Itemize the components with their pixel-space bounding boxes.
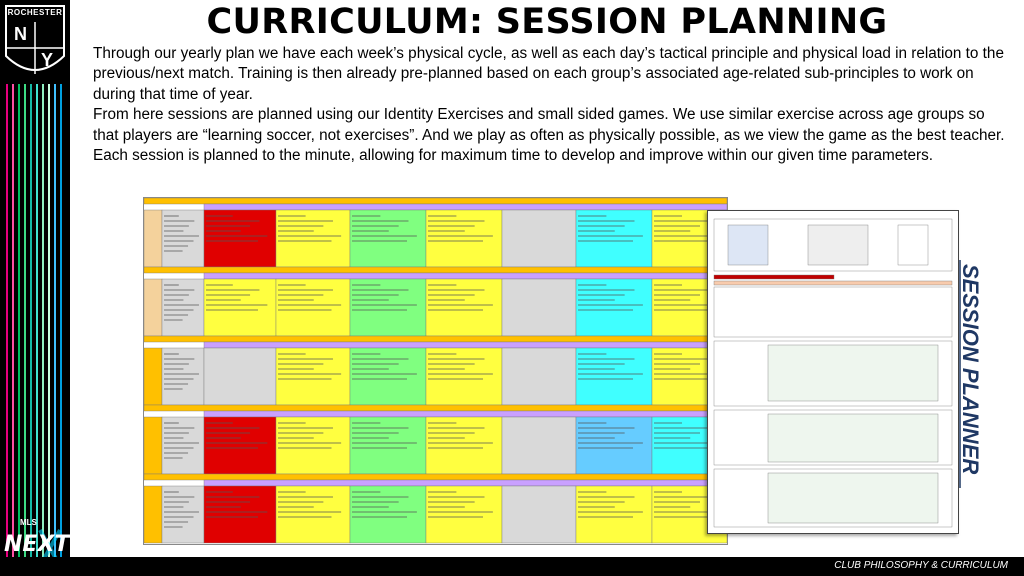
crest-city: ROCHESTER [7,8,63,17]
calendar-cell [204,486,276,543]
calendar-cell [276,348,350,405]
calendar-cell [576,486,652,543]
calendar-cell [502,417,576,474]
next-logo-text: NEXT [4,532,70,557]
calendar-cell [426,210,502,267]
training-calendar-screenshot [143,197,728,545]
crest-letter-n: N [14,24,27,44]
calendar-cell [144,210,162,267]
calendar-cell [576,210,652,267]
planner-formation-block [808,225,868,265]
calendar-cell [276,279,350,336]
calendar-cell [502,210,576,267]
calendar-cell [502,348,576,405]
stripe [36,84,38,576]
calendar-cell [350,348,426,405]
day-header-row [204,342,727,348]
stripe [60,84,62,576]
pitch-diagram [768,473,938,523]
calendar-cell [350,417,426,474]
page-title: CURRICULUM: SESSION PLANNING [206,2,888,42]
paragraph-timing: Each session is planned to the minute, allowing for maximum time to develop and improve within our given time parameters. [93,147,934,165]
calendar-cell [426,486,502,543]
calendar-cell [144,417,162,474]
calendar-cell [426,417,502,474]
week-header-row [144,405,727,411]
stripe [48,84,50,576]
day-header-row [204,411,727,417]
calendar-cell [576,279,652,336]
calendar-cell [502,279,576,336]
calendar-cell [144,348,162,405]
day-header-row [204,273,727,279]
brand-sidebar [0,0,70,576]
calendar-cell [162,348,204,405]
crest-letter-y: Y [41,50,54,70]
calendar-cell [144,279,162,336]
week-header-row [144,198,727,204]
week-header-row [144,267,727,273]
mls-logo-text: MLS [20,518,37,527]
calendar-cell [204,417,276,474]
calendar-cell [162,279,204,336]
calendar-cell [144,486,162,543]
calendar-cell [204,210,276,267]
paragraph-yearly-plan: Through our yearly plan we have each week’s physical cycle, as well as each day’s tactical principle and physical load in relation to the previous/next match. Training is then already pre-planned based on each group’s associated age-related sub-principles to work on during that time of year. [93,45,1004,103]
calendar-cell [276,417,350,474]
calendar-cell [502,486,576,543]
footer-bar [0,557,1024,576]
calendar-cell [162,486,204,543]
stripe [6,84,8,576]
calendar-cell [350,210,426,267]
session-planner-label [955,260,995,490]
calendar-cell [426,348,502,405]
stripe [12,84,14,576]
calendar-cell [276,210,350,267]
stripe [42,84,44,576]
planner-highlight-bar [714,281,952,285]
calendar-cell [350,279,426,336]
body-text [93,44,1008,166]
paragraph-identity-exercises: From here sessions are planned using our Identity Exercises and small sided games. We use similar exercise across age groups so that players are “learning soccer, not exercises”. And we play as often as physically possible, as we view the game as the best teacher. [93,106,1005,144]
pitch-diagram [768,414,938,462]
planner-info-block [728,225,768,265]
stripe [54,84,56,576]
day-header-row [204,480,727,486]
calendar-cell [276,486,350,543]
svg-text:SESSION PLANNER: SESSION PLANNER [958,264,983,475]
week-header-row [144,336,727,342]
day-header-row [204,204,727,210]
calendar-cell [204,348,276,405]
footer-label: CLUB PHILOSOPHY & CURRICULUM [834,560,1008,571]
planner-highlight-bar [714,275,834,279]
calendar-cell [426,279,502,336]
stripe [24,84,26,576]
calendar-cell [576,348,652,405]
calendar-grid-image [144,198,727,544]
calendar-cell [162,417,204,474]
stripe [30,84,32,576]
calendar-cell [350,486,426,543]
calendar-cell [576,417,652,474]
planner-page-image [708,211,958,533]
stripe [18,84,20,576]
planner-logo-block [898,225,928,265]
week-header-row [144,474,727,480]
planner-section [714,287,952,337]
calendar-cell [204,279,276,336]
calendar-cell [162,210,204,267]
pitch-diagram [768,345,938,401]
session-planner-document [707,210,959,534]
